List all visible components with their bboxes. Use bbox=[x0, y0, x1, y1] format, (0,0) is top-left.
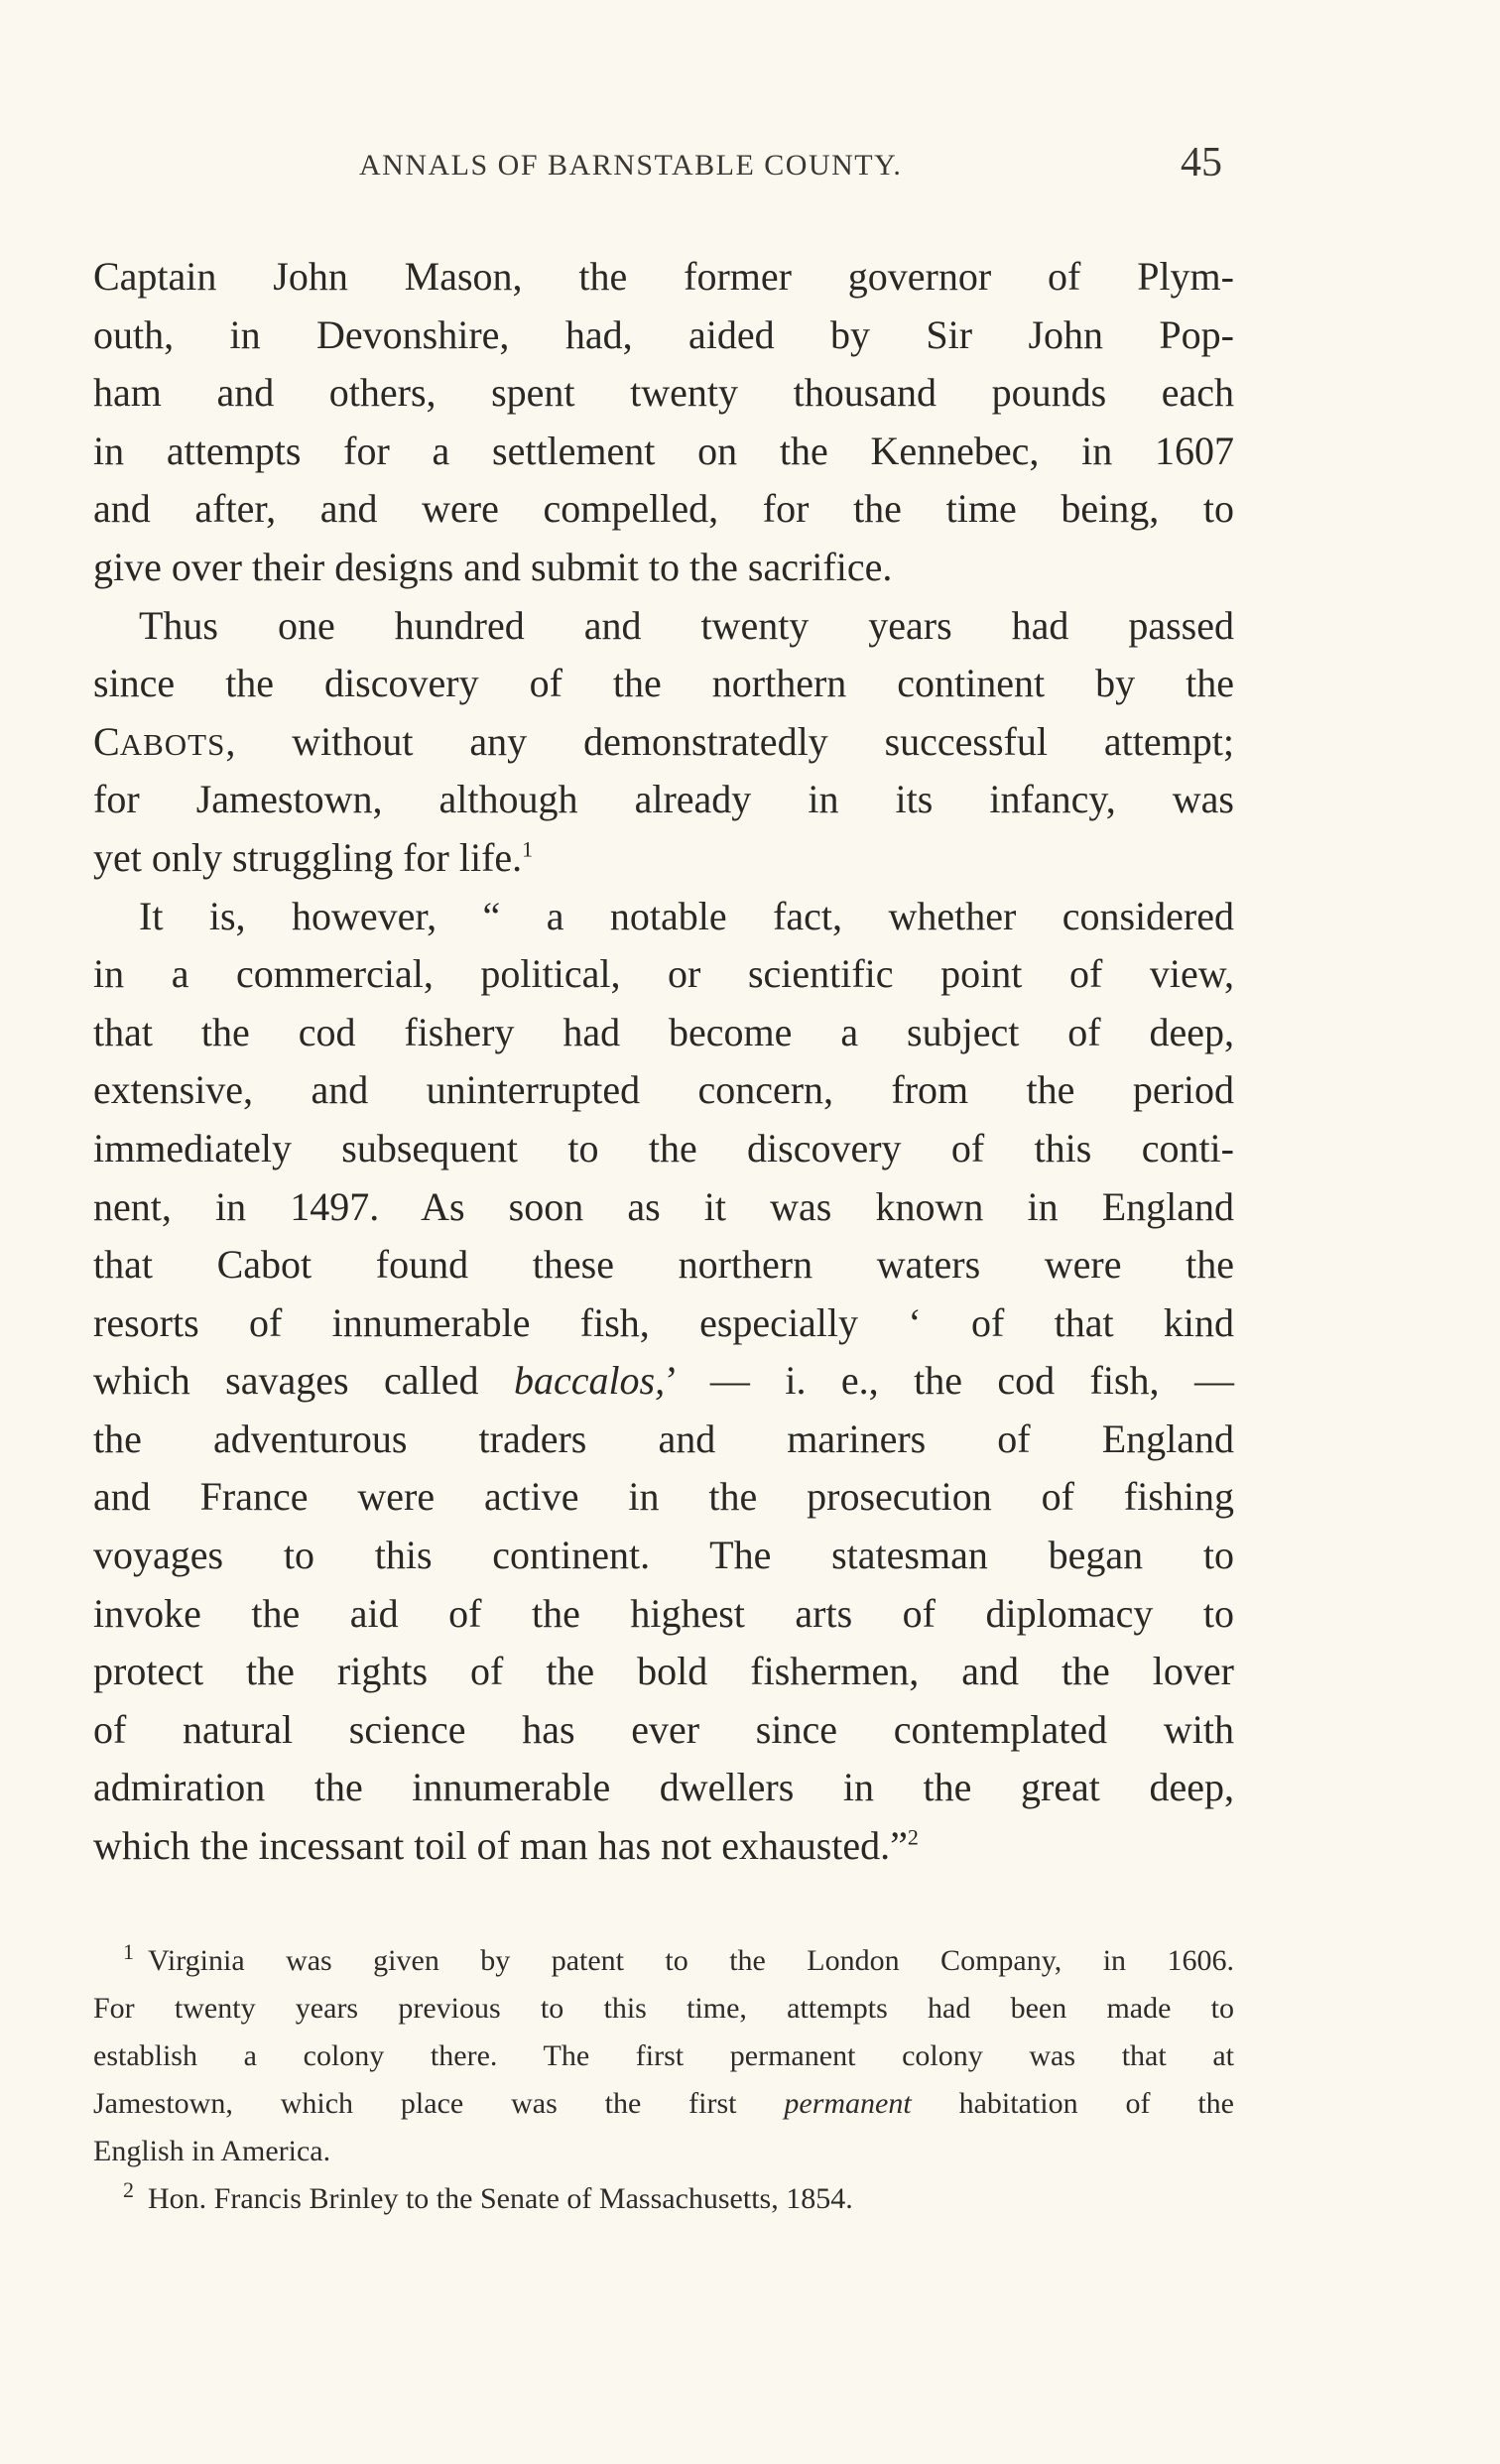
text-line: resorts of innumerable fish, especially ‘ of that kind bbox=[93, 1299, 1234, 1345]
text-line: that Cabot found these northern waters were the bbox=[93, 1242, 1234, 1288]
footnote-line: establish a colony there. The first permanent colony was that at bbox=[93, 2039, 1234, 2072]
text-segment: Jamestown, which place was the first bbox=[93, 2087, 785, 2120]
text-line: voyages to this continent. The statesman began to bbox=[93, 1533, 1234, 1578]
text-line: ham and others, spent twenty thousand pounds each bbox=[93, 370, 1234, 416]
footnote-line bbox=[93, 2175, 1234, 2223]
text-line: Thus one hundred and twenty years had passed bbox=[139, 602, 1234, 648]
text-line: admiration the innumerable dwellers in the great deep, bbox=[93, 1765, 1234, 1810]
footnotes bbox=[93, 1937, 1234, 2223]
footnote-ref: 1 bbox=[522, 836, 534, 862]
text-segment: habitation of the bbox=[911, 2087, 1234, 2120]
text-line: in attempts for a settlement on the Kennebec, in 1607 bbox=[93, 428, 1234, 473]
small-caps-initial: C bbox=[93, 718, 120, 764]
text-line: invoke the aid of the highest arts of diplomacy to bbox=[93, 1590, 1234, 1636]
text-line: the adventurous traders and mariners of England bbox=[93, 1416, 1234, 1461]
text-segment: , without any demonstratedly successful attempt; bbox=[225, 718, 1234, 764]
footnote-mark: 2 bbox=[123, 2177, 134, 2202]
small-caps-text: ABOTS bbox=[119, 726, 226, 762]
text-segment: Virginia was given by patent to the London Company, in 1606. bbox=[148, 1944, 1234, 1977]
italic-word: permanent bbox=[784, 2087, 912, 2120]
italic-word: baccalos, bbox=[513, 1358, 666, 1404]
text-line: since the discovery of the northern continent by the bbox=[93, 661, 1234, 706]
text-segment: ’ — i. e., the cod fish, — bbox=[665, 1358, 1234, 1404]
footnote-line bbox=[93, 1937, 1234, 1985]
text-line: nent, in 1497. As soon as it was known in England bbox=[93, 1183, 1234, 1229]
text-line: protect the rights of the bold fishermen, and the lover bbox=[93, 1649, 1234, 1694]
text-line: outh, in Devonshire, had, aided by Sir John Pop- bbox=[93, 311, 1234, 357]
text-line: that the cod fishery had become a subject of deep, bbox=[93, 1009, 1234, 1054]
text-line: It is, however, “ a notable fact, whether considered bbox=[139, 893, 1234, 938]
running-head: ANNALS OF BARNSTABLE COUNTY. bbox=[359, 149, 903, 182]
text-line: give over their designs and submit to the sacrifice. bbox=[93, 544, 893, 589]
text-line bbox=[93, 1817, 1234, 1876]
text-line bbox=[93, 1352, 1234, 1411]
text-line: for Jamestown, although already in its infancy, was bbox=[93, 777, 1234, 822]
text-line bbox=[93, 829, 1234, 888]
text-segment: Hon. Francis Brinley to the Senate of Massachusetts, 1854. bbox=[148, 2182, 853, 2215]
page-number: 45 bbox=[1181, 140, 1222, 185]
footnote-line: English in America. bbox=[93, 2135, 331, 2167]
footnote-mark: 1 bbox=[123, 1939, 134, 1964]
text-line: Captain John Mason, the former governor of Plym- bbox=[93, 254, 1234, 299]
text-line: and after, and were compelled, for the time being, to bbox=[93, 486, 1234, 532]
footnote-line: For twenty years previous to this time, attempts had been made to bbox=[93, 1992, 1234, 2025]
text-segment: which savages called bbox=[93, 1358, 514, 1404]
body-text bbox=[93, 248, 1234, 1876]
text-line: extensive, and uninterrupted concern, from the period bbox=[93, 1067, 1234, 1113]
text-segment: yet only struggling for life. bbox=[93, 834, 523, 880]
text-segment: which the incessant toil of man has not exhausted.” bbox=[93, 1823, 908, 1869]
text-line: in a commercial, political, or scientific point of view, bbox=[93, 951, 1234, 997]
footnote-ref: 2 bbox=[907, 1824, 919, 1850]
text-line: of natural science has ever since contemplated with bbox=[93, 1706, 1234, 1752]
text-line: and France were active in the prosecution of fishing bbox=[93, 1474, 1234, 1520]
footnote-line bbox=[93, 2080, 1234, 2128]
text-line bbox=[93, 713, 1234, 772]
text-line: immediately subsequent to the discovery of this conti- bbox=[93, 1125, 1234, 1170]
